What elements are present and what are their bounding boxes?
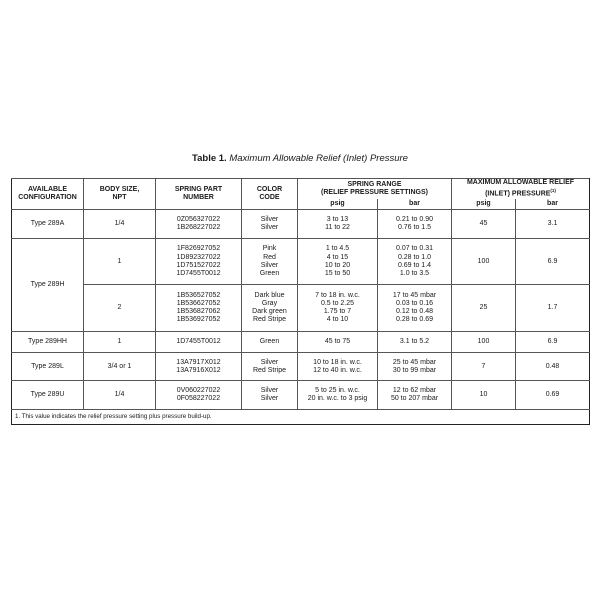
table-row [12,210,590,239]
range-psig-cell: 3 to 13 11 to 22 [298,210,378,239]
range-bar-cell: 17 to 45 mbar 0.03 to 0.16 0.12 to 0.48 0.28 to 0.69 [378,285,452,332]
relief-pressure-table [11,178,590,425]
spring-part-cell: 1D7455T0012 [156,332,242,353]
body-size-cell: 3/4 or 1 [84,353,156,381]
range-bar-cell: 0.07 to 0.31 0.28 to 1.0 0.69 to 1.4 1.0 to 3.5 [378,239,452,285]
color-code-cell: Silver Red Stripe [242,353,298,381]
footnote-row [12,410,590,425]
table-row [12,381,590,410]
range-psig-cell: 10 to 18 in. w.c. 12 to 40 in. w.c. [298,353,378,381]
header-range-bar: bar [378,199,452,210]
spring-part-cell: 1B536527052 1B536627052 1B536827062 1B536927052 [156,285,242,332]
max-psig-cell: 45 [452,210,516,239]
max-bar-cell: 6.9 [516,239,590,285]
config-cell: Type 289U [12,381,84,410]
body-size-cell: 1 [84,239,156,285]
header-max-psig: psig [452,199,516,210]
table-row [12,332,590,353]
table-row [12,285,590,332]
body-size-cell: 1 [84,332,156,353]
max-bar-cell: 3.1 [516,210,590,239]
table-caption [0,153,600,165]
max-psig-cell: 10 [452,381,516,410]
max-psig-cell: 7 [452,353,516,381]
spring-part-cell: 0V060227022 0F058227022 [156,381,242,410]
range-bar-cell: 0.21 to 0.90 0.76 to 1.5 [378,210,452,239]
caption-label: Table 1. [192,153,227,164]
config-cell: Type 289H [12,239,84,332]
color-code-cell: Dark blue Gray Dark green Red Stripe [242,285,298,332]
header-body-size: BODY SIZE, NPT [84,179,156,210]
header-spring-range: SPRING RANGE (RELIEF PRESSURE SETTINGS) [298,179,452,199]
body-size-cell: 1/4 [84,381,156,410]
header-max-bar: bar [516,199,590,210]
header-range-psig: psig [298,199,378,210]
range-psig-cell: 7 to 18 in. w.c. 0.5 to 2.25 1.75 to 7 4 to 10 [298,285,378,332]
spring-part-cell: 1F826927052 1D892327022 1D751527022 1D7455T0012 [156,239,242,285]
max-bar-cell: 1.7 [516,285,590,332]
spring-part-cell: 13A7917X012 13A7916X012 [156,353,242,381]
range-bar-cell: 25 to 45 mbar 30 to 99 mbar [378,353,452,381]
range-psig-cell: 5 to 25 in. w.c. 20 in. w.c. to 3 psig [298,381,378,410]
color-code-cell: Green [242,332,298,353]
max-psig-cell: 100 [452,239,516,285]
header-max-relief: MAXIMUM ALLOWABLE RELIEF (INLET) PRESSURE$^{(1)}$ [452,179,590,199]
header-spring-part: SPRING PART NUMBER [156,179,242,210]
max-psig-cell: 25 [452,285,516,332]
spring-part-cell: 0Z056327022 1B268227022 [156,210,242,239]
table-row [12,239,590,285]
range-bar-cell: 3.1 to 5.2 [378,332,452,353]
header-configuration: AVAILABLE CONFIGURATION [12,179,84,210]
caption-title: Maximum Allowable Relief (Inlet) Pressure [229,153,408,164]
max-bar-cell: 0.69 [516,381,590,410]
max-bar-cell: 0.48 [516,353,590,381]
range-psig-cell: 1 to 4.5 4 to 15 10 to 20 15 to 50 [298,239,378,285]
table-row [12,353,590,381]
range-psig-cell: 45 to 75 [298,332,378,353]
color-code-cell: Pink Red Silver Green [242,239,298,285]
body-size-cell: 1/4 [84,210,156,239]
max-psig-cell: 100 [452,332,516,353]
color-code-cell: Silver Silver [242,381,298,410]
range-bar-cell: 12 to 62 mbar 50 to 207 mbar [378,381,452,410]
footnote: 1. This value indicates the relief pressure setting plus pressure build-up. [12,410,590,425]
config-cell: Type 289A [12,210,84,239]
body-size-cell: 2 [84,285,156,332]
config-cell: Type 289L [12,353,84,381]
color-code-cell: Silver Silver [242,210,298,239]
header-color-code: COLOR CODE [242,179,298,210]
max-bar-cell: 6.9 [516,332,590,353]
config-cell: Type 289HH [12,332,84,353]
